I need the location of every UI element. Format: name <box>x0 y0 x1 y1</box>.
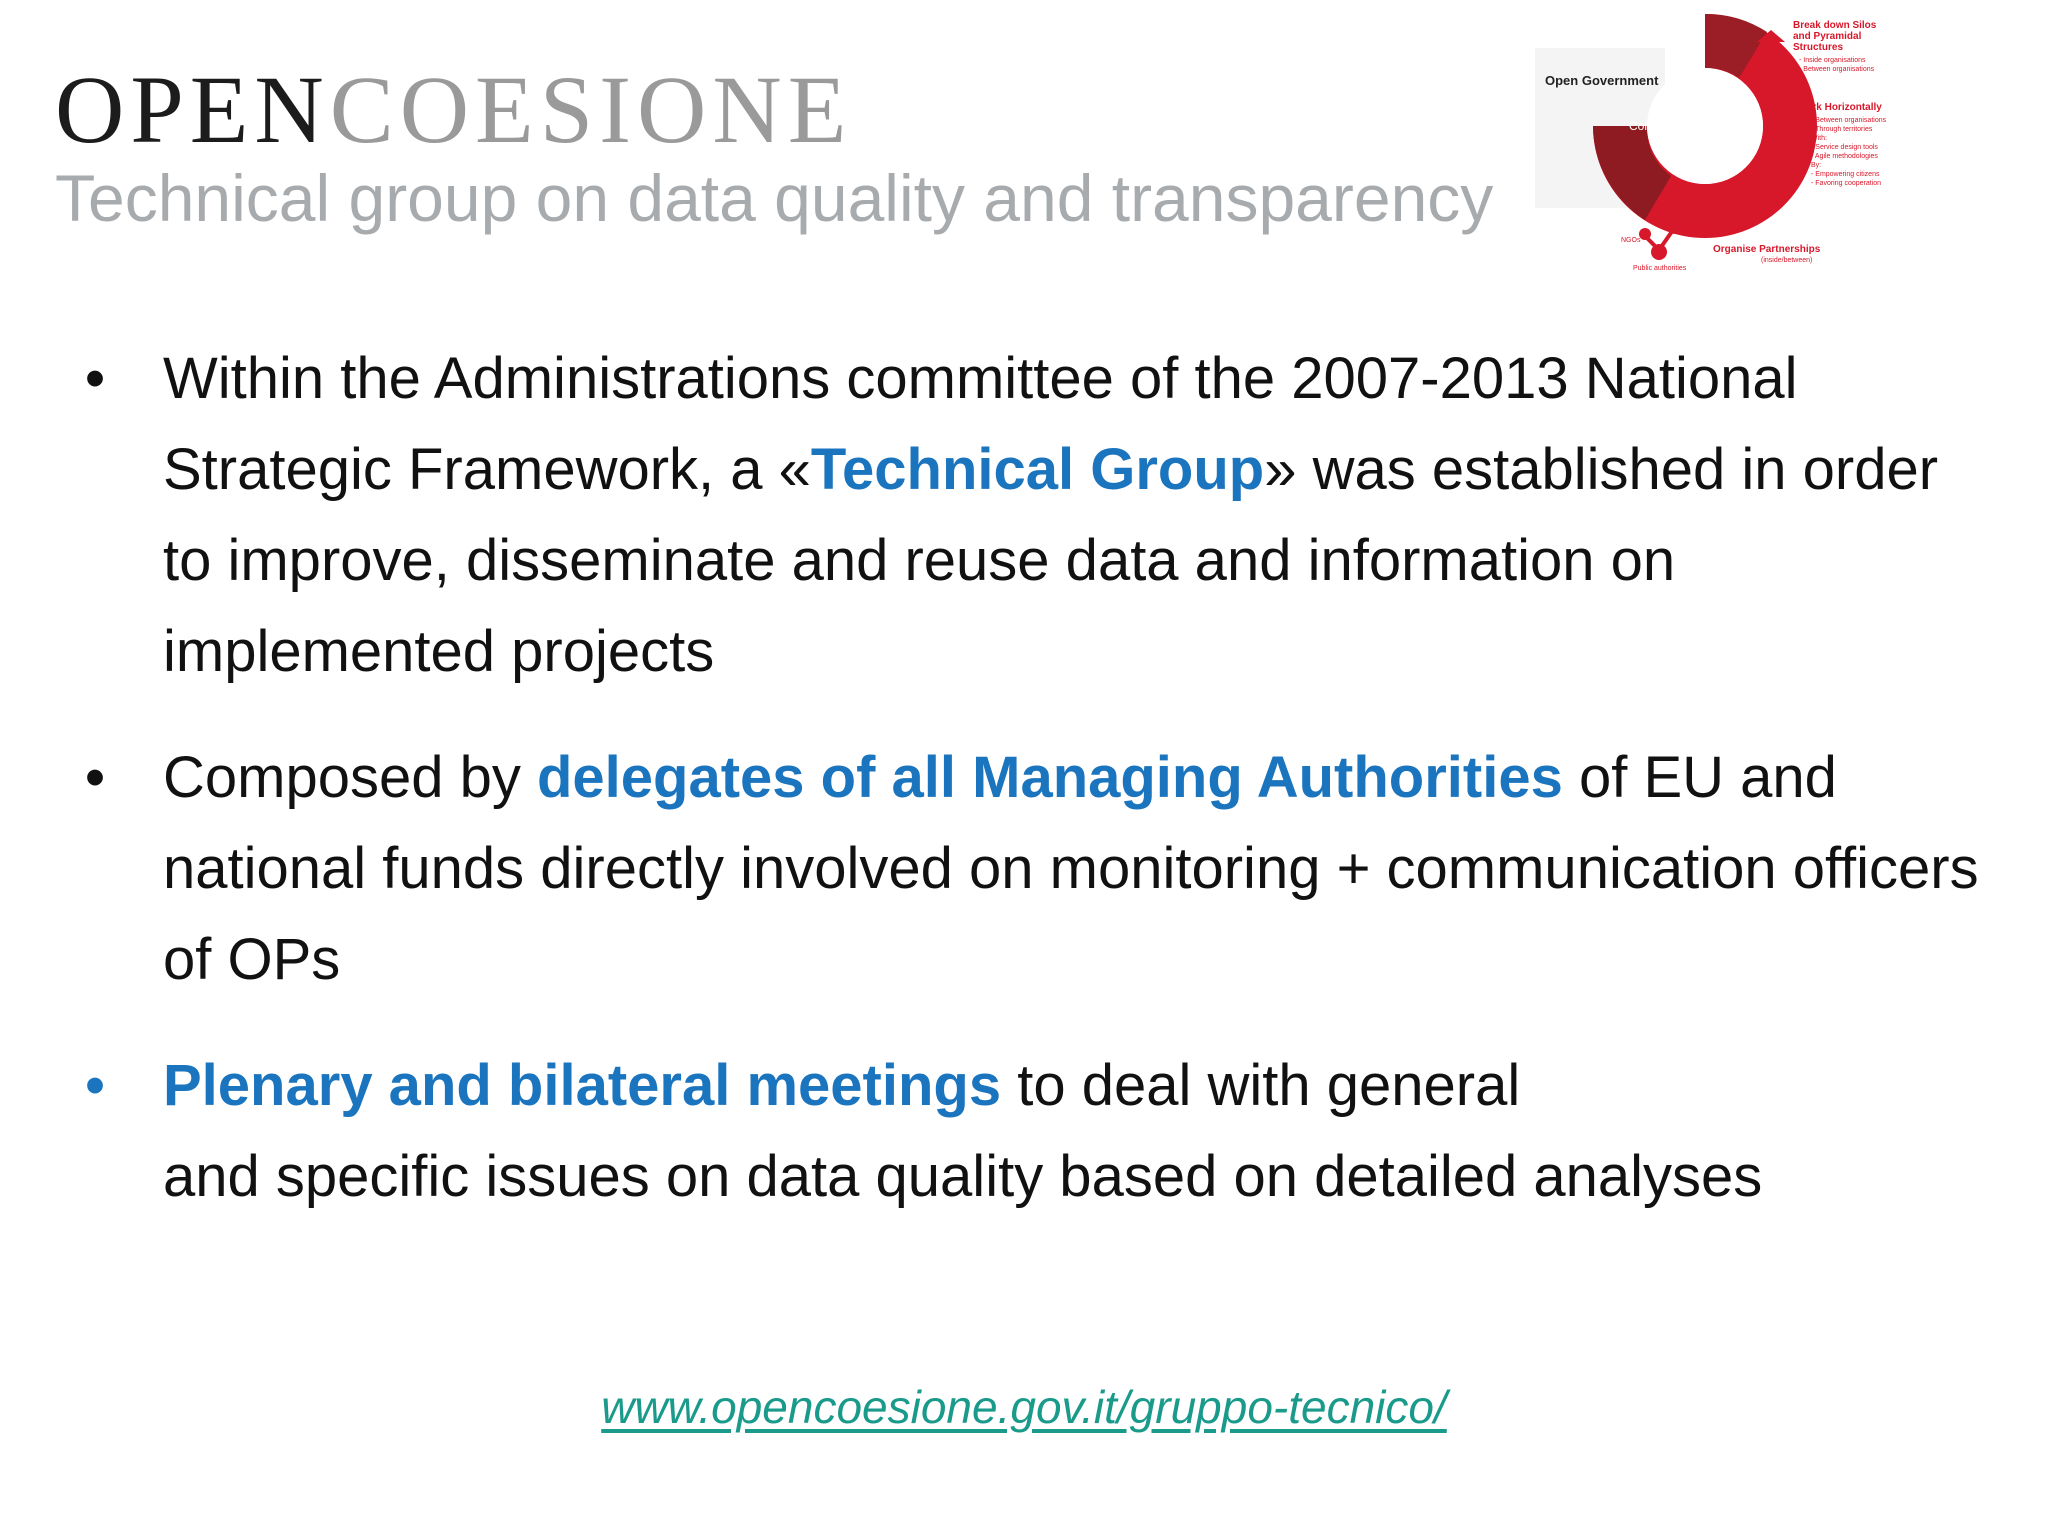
bullet-list <box>80 333 2000 1257</box>
bullet-text: Within the Administrations committee of the 2007-2013 National Strategic Framework, a « <box>163 346 1798 502</box>
bullet-dot: • <box>84 1053 106 1118</box>
bullet-dot: • <box>84 745 106 810</box>
horizontal-item: - Through territories <box>1811 126 1873 133</box>
bullet-dot: • <box>84 346 106 411</box>
horizontal-item: - Favoring cooperation <box>1811 180 1882 187</box>
bullet-item <box>80 732 2000 1005</box>
silos-title-line: Break down Silos <box>1793 20 1877 31</box>
silos-title-line: Structures <box>1793 42 1844 53</box>
horizontal-item: With: <box>1811 135 1827 142</box>
logo-coesione-text: COESIONE <box>329 56 853 163</box>
open-government-diagram <box>1535 8 1955 280</box>
bullet-text: of EU and national funds directly involved on monitoring + communication officers of OPs <box>163 745 1979 992</box>
opencoesione-logo <box>55 56 853 163</box>
silos-item: - Inside organisations <box>1799 57 1866 64</box>
page-subtitle: Technical group on data quality and transparency <box>55 161 1494 235</box>
bullet-text: Composed by <box>163 745 537 810</box>
horizontal-item: By: <box>1811 162 1822 169</box>
horizontal-item: - Service design tools <box>1811 144 1878 151</box>
bullet-text: to deal with general <box>1001 1053 1521 1118</box>
silos-items <box>1799 57 1875 73</box>
silos-title-line: and Pyramidal <box>1793 31 1862 42</box>
partnerships-subtitle: (inside/between) <box>1761 257 1813 264</box>
silos-item: - Between organisations <box>1799 66 1875 73</box>
bullet-highlight: Technical Group <box>810 437 1265 502</box>
ring-label: Collaboration <box>1629 119 1700 133</box>
horizontal-item: - Empowering citizens <box>1811 171 1880 178</box>
bullet-item <box>80 1040 2000 1222</box>
partnerships-title: Organise Partnerships <box>1713 244 1821 255</box>
bullet-highlight: Plenary and bilateral meetings <box>163 1053 1002 1118</box>
horizontal-item: - Agile methodologies <box>1811 153 1878 160</box>
center-title-label: Open Government <box>1545 73 1659 88</box>
bullet-text: » was established in order to improve, disseminate and reuse data and information on implemented projects <box>163 437 1939 684</box>
bullet-text: and specific issues on data quality based on detailed analyses <box>163 1144 1763 1209</box>
companies-label: Companies <box>1685 225 1721 232</box>
gruppo-tecnico-link[interactable]: www.opencoesione.gov.it/gruppo-tecnico/ <box>601 1381 1447 1433</box>
horizontal-item: - Between organisations <box>1811 117 1887 124</box>
bullet-item <box>80 333 2000 697</box>
horizontal-title: Work Horizontally <box>1797 102 1882 113</box>
horizontal-items <box>1811 117 1888 187</box>
ngos-label: NGOs <box>1621 237 1641 244</box>
bullet-highlight: delegates of all Managing Authorities <box>536 745 1563 810</box>
silos-title <box>1793 20 1879 53</box>
logo-open-text: OPEN <box>55 56 330 163</box>
public-authorities-label: Public authorities <box>1633 265 1687 272</box>
